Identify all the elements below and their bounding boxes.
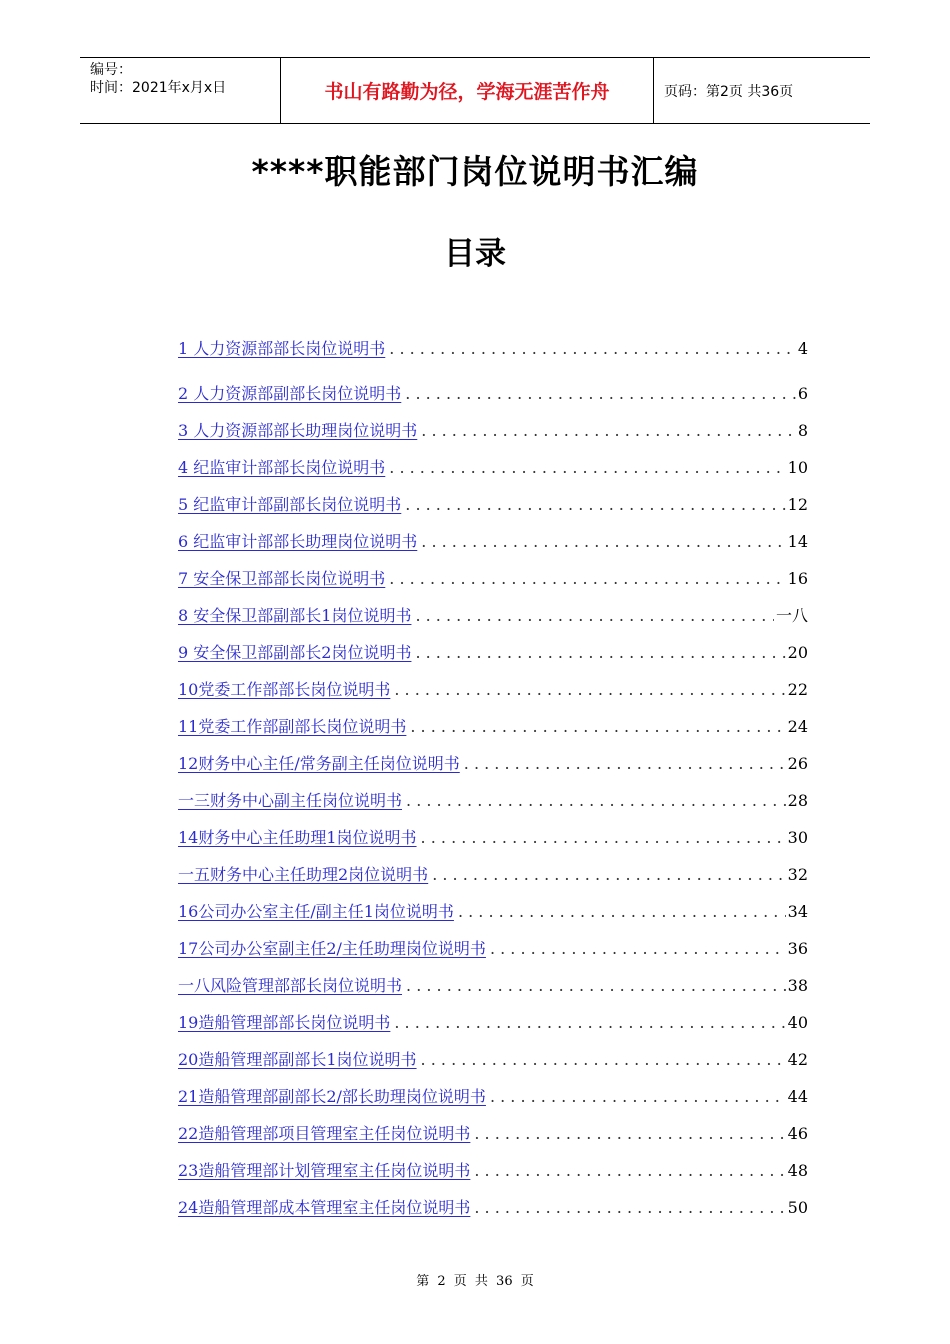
toc-entry xyxy=(178,1047,808,1084)
toc-leader-dots xyxy=(406,976,786,995)
header-meta xyxy=(80,58,281,123)
document-date: 时间：2021年x月x日 xyxy=(90,80,227,96)
document-title: ****职能部门岗位说明书汇编 xyxy=(251,152,699,191)
toc-entry-link[interactable]: 19造船管理部部长岗位说明书 xyxy=(178,1013,391,1032)
page-header xyxy=(80,57,870,124)
toc-entry-link[interactable]: 22造船管理部项目管理室主任岗位说明书 xyxy=(178,1124,471,1143)
toc-leader-dots xyxy=(405,384,796,403)
toc-entry-page-number: 24 xyxy=(787,717,808,736)
toc-entry xyxy=(178,455,808,492)
toc-entry xyxy=(178,677,808,714)
toc-leader-dots xyxy=(421,532,785,551)
toc-entry-page-number: 38 xyxy=(787,976,808,995)
toc-entry xyxy=(178,825,808,862)
toc-leader-dots xyxy=(421,828,786,847)
toc-entry xyxy=(178,862,808,899)
toc-entry-page-number: 42 xyxy=(787,1050,808,1069)
toc-heading: 目录 xyxy=(444,236,506,272)
toc-entry-link[interactable]: 23造船管理部计划管理室主任岗位说明书 xyxy=(178,1161,471,1180)
toc-entry-link[interactable]: 6 纪监审计部部长助理岗位说明书 xyxy=(178,532,418,551)
toc-leader-dots xyxy=(421,421,796,440)
toc-entry-page-number: 36 xyxy=(787,939,808,958)
toc-entry-page-number: 4 xyxy=(797,339,808,358)
toc-leader-dots xyxy=(415,606,774,625)
toc-leader-dots xyxy=(415,643,785,662)
toc-entry-page-number: 28 xyxy=(787,791,808,810)
toc-entry-page-number: 26 xyxy=(787,754,808,773)
toc-entry xyxy=(178,751,808,788)
toc-leader-dots xyxy=(389,458,785,477)
toc-entry-link[interactable]: 8 安全保卫部副部长1岗位说明书 xyxy=(178,606,412,625)
toc-entry-page-number: 6 xyxy=(797,384,808,403)
toc-entry-link[interactable]: 16公司办公室主任/副主任1岗位说明书 xyxy=(178,902,454,921)
toc-entry-link[interactable]: 17公司办公室副主任2/主任助理岗位说明书 xyxy=(178,939,486,958)
toc-entry-page-number: 16 xyxy=(787,569,808,588)
toc-leader-dots xyxy=(405,495,785,514)
toc-entry xyxy=(178,529,808,566)
document-number-label: 编号： xyxy=(90,62,132,78)
toc-entry-page-number: 46 xyxy=(787,1124,808,1143)
toc-leader-dots xyxy=(389,339,796,358)
toc-entry-link[interactable]: 7 安全保卫部部长岗位说明书 xyxy=(178,569,386,588)
toc-leader-dots xyxy=(490,939,786,958)
header-page-info: 页码：第2页 共36页 xyxy=(664,83,794,100)
toc-entry xyxy=(178,714,808,751)
header-motto: 书山有路勤为径，学海无涯苦作舟 xyxy=(281,58,654,123)
toc-entry xyxy=(178,788,808,825)
toc-entry-page-number: 20 xyxy=(787,643,808,662)
toc-leader-dots xyxy=(432,865,785,884)
toc-entry-page-number: 8 xyxy=(797,421,808,440)
toc-entry-link[interactable]: 21造船管理部副部长2/部长助理岗位说明书 xyxy=(178,1087,486,1106)
toc-entry-link[interactable]: 4 纪监审计部部长岗位说明书 xyxy=(178,458,386,477)
toc-entry-link[interactable]: 12财务中心主任/常务副主任岗位说明书 xyxy=(178,754,460,773)
table-of-contents xyxy=(178,336,808,1232)
toc-entry-page-number: 22 xyxy=(787,680,808,699)
toc-entry-page-number: 14 xyxy=(787,532,808,551)
toc-entry xyxy=(178,973,808,1010)
toc-entry-link[interactable]: 24造船管理部成本管理室主任岗位说明书 xyxy=(178,1198,471,1217)
toc-entry xyxy=(178,1195,808,1232)
toc-entry-page-number: 34 xyxy=(787,902,808,921)
toc-entry-page-number: 10 xyxy=(787,458,808,477)
toc-entry-link[interactable]: 11党委工作部副部长岗位说明书 xyxy=(178,717,407,736)
toc-leader-dots xyxy=(394,1013,785,1032)
toc-leader-dots xyxy=(464,754,786,773)
toc-leader-dots xyxy=(474,1161,785,1180)
toc-leader-dots xyxy=(490,1087,786,1106)
toc-entry xyxy=(178,640,808,677)
toc-entry xyxy=(178,1010,808,1047)
toc-entry-link[interactable]: 14财务中心主任助理1岗位说明书 xyxy=(178,828,417,847)
toc-leader-dots xyxy=(394,680,785,699)
toc-entry-page-number: 44 xyxy=(787,1087,808,1106)
toc-entry xyxy=(178,1158,808,1195)
toc-entry xyxy=(178,418,808,455)
toc-leader-dots xyxy=(406,791,786,810)
toc-leader-dots xyxy=(458,902,786,921)
toc-entry-page-number: 一八 xyxy=(775,606,808,625)
toc-entry-link[interactable]: 5 纪监审计部副部长岗位说明书 xyxy=(178,495,402,514)
toc-entry-page-number: 50 xyxy=(787,1198,808,1217)
toc-entry-link[interactable]: 一三财务中心副主任岗位说明书 xyxy=(178,791,403,810)
toc-entry xyxy=(178,936,808,973)
toc-entry-link[interactable]: 10党委工作部部长岗位说明书 xyxy=(178,680,391,699)
toc-leader-dots xyxy=(474,1124,785,1143)
toc-entry-link[interactable]: 20造船管理部副部长1岗位说明书 xyxy=(178,1050,417,1069)
toc-leader-dots xyxy=(474,1198,785,1217)
toc-entry-link[interactable]: 一八风险管理部部长岗位说明书 xyxy=(178,976,403,995)
toc-entry xyxy=(178,1121,808,1158)
toc-leader-dots xyxy=(389,569,785,588)
toc-entry-link[interactable]: 一五财务中心主任助理2岗位说明书 xyxy=(178,865,429,884)
toc-entry-page-number: 32 xyxy=(787,865,808,884)
toc-leader-dots xyxy=(421,1050,786,1069)
page-footer: 第 2 页 共 36 页 xyxy=(416,1274,534,1289)
toc-entry-link[interactable]: 1 人力资源部部长岗位说明书 xyxy=(178,339,386,358)
toc-entry xyxy=(178,603,808,640)
toc-entry-link[interactable]: 2 人力资源部副部长岗位说明书 xyxy=(178,384,402,403)
toc-entry-page-number: 12 xyxy=(787,495,808,514)
toc-entry xyxy=(178,492,808,529)
toc-entry xyxy=(178,381,808,418)
toc-entry-link[interactable]: 9 安全保卫部副部长2岗位说明书 xyxy=(178,643,412,662)
toc-entry-page-number: 48 xyxy=(787,1161,808,1180)
toc-leader-dots xyxy=(410,717,785,736)
toc-entry xyxy=(178,336,808,381)
toc-entry xyxy=(178,566,808,603)
toc-entry-link[interactable]: 3 人力资源部部长助理岗位说明书 xyxy=(178,421,418,440)
toc-entry-page-number: 40 xyxy=(787,1013,808,1032)
toc-entry xyxy=(178,1084,808,1121)
toc-entry xyxy=(178,899,808,936)
toc-entry-page-number: 30 xyxy=(787,828,808,847)
